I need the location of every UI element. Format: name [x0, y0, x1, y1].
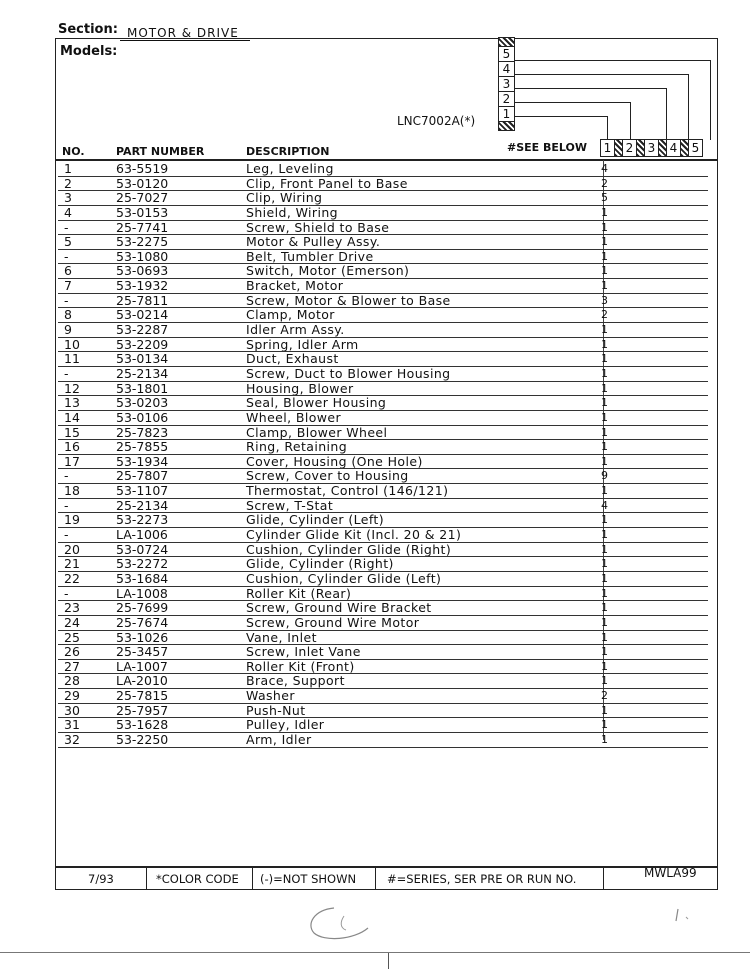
part-number: LA-1007	[116, 658, 168, 674]
part-row	[58, 543, 718, 558]
part-row	[58, 572, 718, 587]
part-description: Wheel, Blower	[246, 409, 342, 425]
part-number: 53-2272	[116, 556, 169, 572]
part-no: -	[64, 585, 69, 601]
part-number: LA-2010	[116, 673, 168, 689]
part-row	[58, 221, 718, 236]
part-description: Screw, Ground Wire Motor	[246, 614, 420, 630]
part-row	[58, 338, 718, 353]
footer-sep	[146, 866, 147, 890]
series-box: 5	[498, 46, 515, 62]
leader-line	[630, 102, 631, 140]
part-row	[58, 206, 718, 221]
part-qty: 1	[601, 337, 608, 351]
part-no: 6	[64, 263, 72, 279]
part-qty: 1	[601, 645, 608, 659]
series-col-box: 5	[688, 139, 703, 157]
part-number: 25-7027	[116, 190, 169, 206]
part-row	[58, 718, 718, 733]
part-qty: 1	[601, 410, 608, 424]
leader-line	[607, 116, 608, 140]
part-no: -	[64, 468, 69, 484]
part-number: 53-0120	[116, 175, 169, 191]
part-qty: 1	[601, 601, 608, 615]
part-no: -	[64, 365, 69, 381]
part-number: 53-2275	[116, 234, 169, 250]
part-description: Pulley, Idler	[246, 717, 325, 733]
section-label: Section:	[58, 22, 118, 37]
part-no: 23	[64, 600, 80, 616]
part-row	[58, 352, 718, 367]
part-qty: 1	[601, 484, 608, 498]
parts-list	[58, 162, 718, 748]
bottom-rule	[0, 952, 750, 953]
part-qty: 1	[601, 220, 608, 234]
part-no: 14	[64, 409, 80, 425]
part-row	[58, 264, 718, 279]
part-no: -	[64, 248, 69, 264]
leader-line	[688, 74, 689, 140]
part-qty: 4	[601, 162, 608, 175]
part-qty: 2	[601, 308, 608, 322]
part-qty: 1	[601, 586, 608, 600]
part-row	[58, 587, 718, 602]
part-description: Clamp, Blower Wheel	[246, 424, 388, 440]
part-description: Screw, Ground Wire Bracket	[246, 600, 432, 616]
part-no: 2	[64, 175, 72, 191]
part-qty: 1	[601, 528, 608, 542]
part-no: 26	[64, 644, 80, 660]
part-no: -	[64, 497, 69, 513]
part-description: Brace, Support	[246, 673, 345, 689]
part-row	[58, 704, 718, 719]
part-description: Cylinder Glide Kit (Incl. 20 & 21)	[246, 527, 462, 543]
footer-sep	[603, 866, 604, 890]
part-description: Screw, Cover to Housing	[246, 468, 409, 484]
part-number: 25-7957	[116, 702, 169, 718]
part-no: 10	[64, 336, 80, 352]
part-description: Clip, Front Panel to Base	[246, 175, 408, 191]
part-qty: 1	[601, 205, 608, 219]
part-qty: 1	[601, 659, 608, 673]
series-col-box: 2	[622, 139, 637, 157]
part-number: 25-7855	[116, 439, 169, 455]
part-row	[58, 733, 718, 748]
part-description: Housing, Blower	[246, 380, 354, 396]
part-number: 53-2209	[116, 336, 169, 352]
part-qty: 1	[601, 615, 608, 629]
part-row	[58, 557, 718, 572]
part-number: 53-1684	[116, 570, 169, 586]
part-row	[58, 499, 718, 514]
part-number: 53-0724	[116, 541, 169, 557]
part-description: Bracket, Motor	[246, 278, 344, 294]
part-qty: 1	[601, 630, 608, 644]
part-no: -	[64, 527, 69, 543]
leader-line	[515, 102, 631, 103]
part-number: 53-0693	[116, 263, 169, 279]
part-description: Thermostat, Control (146/121)	[246, 483, 449, 499]
part-no: 32	[64, 731, 80, 747]
leader-line	[515, 88, 667, 89]
part-no: 5	[64, 234, 72, 250]
part-qty: 1	[601, 381, 608, 395]
part-qty: 2	[601, 176, 608, 190]
part-no: 27	[64, 658, 80, 674]
part-no: 31	[64, 717, 80, 733]
part-number: 25-7811	[116, 292, 169, 308]
part-no: 15	[64, 424, 80, 440]
part-row	[58, 191, 718, 206]
part-description: Cushion, Cylinder Glide (Left)	[246, 570, 442, 586]
part-no: 18	[64, 483, 80, 499]
leader-line	[515, 60, 711, 61]
part-number: 53-0214	[116, 307, 169, 323]
footer-date: 7/93	[88, 872, 114, 886]
series-box: 1	[498, 106, 515, 122]
part-description: Roller Kit (Rear)	[246, 585, 352, 601]
part-no: 25	[64, 629, 80, 645]
col-header-no: NO.	[62, 145, 85, 158]
part-no: 3	[64, 190, 72, 206]
part-number: 53-1801	[116, 380, 169, 396]
series-box: 4	[498, 61, 515, 77]
part-description: Screw, Duct to Blower Housing	[246, 365, 451, 381]
part-number: 25-3457	[116, 644, 169, 660]
part-qty: 1	[601, 542, 608, 556]
part-number: 53-0203	[116, 395, 169, 411]
series-col-box: 3	[644, 139, 659, 157]
part-no: 4	[64, 204, 72, 220]
part-row	[58, 674, 718, 689]
part-qty: 1	[601, 571, 608, 585]
part-row	[58, 645, 718, 660]
footer-color-code: *COLOR CODE	[156, 872, 239, 886]
handwritten-mark	[296, 900, 386, 945]
part-row	[58, 235, 718, 250]
part-description: Screw, Motor & Blower to Base	[246, 292, 451, 308]
models-label: Models:	[60, 44, 118, 59]
part-row	[58, 411, 718, 426]
leader-line	[666, 88, 667, 140]
part-description: Screw, Shield to Base	[246, 219, 390, 235]
section-value: MOTOR & DRIVE	[127, 26, 239, 40]
part-number: 53-1934	[116, 453, 169, 469]
part-description: Shield, Wiring	[246, 204, 339, 220]
leader-line	[515, 116, 608, 117]
part-number: 53-1026	[116, 629, 169, 645]
part-row	[58, 440, 718, 455]
part-number: 53-1628	[116, 717, 169, 733]
part-row	[58, 528, 718, 543]
part-number: 25-2134	[116, 497, 169, 513]
part-no: 24	[64, 614, 80, 630]
part-qty: 1	[601, 396, 608, 410]
part-qty: 1	[601, 454, 608, 468]
series-col-box: 1	[600, 139, 615, 157]
part-description: Idler Arm Assy.	[246, 322, 345, 338]
part-description: Ring, Retaining	[246, 439, 348, 455]
part-row	[58, 279, 718, 294]
footer-not-shown: (-)=NOT SHOWN	[260, 872, 357, 886]
part-qty: 4	[601, 498, 608, 512]
part-no: 11	[64, 351, 80, 367]
part-qty: 3	[601, 293, 608, 307]
part-row	[58, 660, 718, 675]
part-description: Belt, Tumbler Drive	[246, 248, 374, 264]
part-row	[58, 484, 718, 499]
part-qty: 1	[601, 366, 608, 380]
part-description: Clamp, Motor	[246, 307, 335, 323]
col-header-part: PART NUMBER	[116, 145, 205, 158]
leader-line	[515, 74, 689, 75]
part-description: Glide, Cylinder (Left)	[246, 512, 385, 528]
part-description: Switch, Motor (Emerson)	[246, 263, 410, 279]
part-description: Cover, Housing (One Hole)	[246, 453, 423, 469]
part-description: Screw, T-Stat	[246, 497, 334, 513]
part-description: Cushion, Cylinder Glide (Right)	[246, 541, 452, 557]
hatch-mark	[498, 121, 515, 131]
part-qty: 1	[601, 323, 608, 337]
part-no: 9	[64, 322, 72, 338]
part-qty: 1	[601, 249, 608, 263]
part-no: 28	[64, 673, 80, 689]
part-row	[58, 250, 718, 265]
part-qty: 1	[601, 674, 608, 688]
part-number: 25-7823	[116, 424, 169, 440]
bottom-tick	[388, 953, 389, 969]
series-box: 3	[498, 76, 515, 92]
part-number: 53-0134	[116, 351, 169, 367]
part-row	[58, 396, 718, 411]
part-row	[58, 294, 718, 309]
part-no: 20	[64, 541, 80, 557]
part-no: 8	[64, 307, 72, 323]
part-number: 53-1932	[116, 278, 169, 294]
part-row	[58, 323, 718, 338]
series-col-box: 4	[666, 139, 681, 157]
part-number: 53-2287	[116, 322, 169, 338]
row-underline	[58, 747, 708, 748]
part-description: Roller Kit (Front)	[246, 658, 355, 674]
part-row	[58, 616, 718, 631]
part-number: 25-7674	[116, 614, 169, 630]
part-row	[58, 162, 718, 177]
col-header-see: #SEE BELOW	[507, 141, 587, 154]
part-number: 53-2250	[116, 731, 169, 747]
part-row	[58, 308, 718, 323]
part-row	[58, 513, 718, 528]
part-number: LA-1006	[116, 527, 168, 543]
part-no: -	[64, 292, 69, 308]
footer-doc-code: MWLA99	[644, 866, 697, 880]
part-number: 25-7741	[116, 219, 169, 235]
part-description: Motor & Pulley Assy.	[246, 234, 381, 250]
part-qty: 1	[601, 513, 608, 527]
part-row	[58, 455, 718, 470]
part-description: Push-Nut	[246, 702, 306, 718]
part-number: 53-0106	[116, 409, 169, 425]
part-qty: 1	[601, 235, 608, 249]
part-description: Leg, Leveling	[246, 161, 334, 176]
part-number: 25-2134	[116, 365, 169, 381]
part-row	[58, 426, 718, 441]
series-column-boxes	[600, 139, 702, 157]
part-no: 19	[64, 512, 80, 528]
part-qty: 1	[601, 703, 608, 717]
part-no: 17	[64, 453, 80, 469]
part-row	[58, 469, 718, 484]
part-number: 25-7699	[116, 600, 169, 616]
scan-mark	[672, 905, 702, 925]
part-description: Arm, Idler	[246, 731, 312, 747]
part-no: 30	[64, 702, 80, 718]
leader-line	[710, 60, 711, 140]
part-row	[58, 601, 718, 616]
part-number: 53-0153	[116, 204, 169, 220]
part-number: 25-7815	[116, 688, 169, 704]
series-stack	[498, 38, 515, 131]
part-no: 1	[64, 161, 72, 176]
footer-sep	[375, 866, 376, 890]
part-qty: 1	[601, 732, 608, 746]
part-number: 63-5519	[116, 161, 169, 176]
part-qty: 1	[601, 557, 608, 571]
part-qty: 1	[601, 718, 608, 732]
part-row	[58, 689, 718, 704]
part-description: Washer	[246, 688, 295, 704]
part-qty: 9	[601, 469, 608, 483]
part-number: 53-1107	[116, 483, 169, 499]
series-box: 2	[498, 91, 515, 107]
part-description: Seal, Blower Housing	[246, 395, 387, 411]
part-description: Duct, Exhaust	[246, 351, 339, 367]
footer-sep	[252, 866, 253, 890]
part-no: 22	[64, 570, 80, 586]
part-no: 13	[64, 395, 80, 411]
part-no: -	[64, 219, 69, 235]
part-number: 53-1080	[116, 248, 169, 264]
part-qty: 1	[601, 440, 608, 454]
part-number: LA-1008	[116, 585, 168, 601]
part-row	[58, 367, 718, 382]
part-number: 25-7807	[116, 468, 169, 484]
part-qty: 1	[601, 352, 608, 366]
part-qty: 1	[601, 425, 608, 439]
part-description: Vane, Inlet	[246, 629, 317, 645]
part-description: Screw, Inlet Vane	[246, 644, 361, 660]
model-code: LNC7002A(*)	[397, 114, 476, 128]
part-qty: 1	[601, 279, 608, 293]
part-row	[58, 382, 718, 397]
col-header-desc: DESCRIPTION	[246, 145, 330, 158]
part-qty: 2	[601, 689, 608, 703]
part-description: Clip, Wiring	[246, 190, 323, 206]
part-qty: 1	[601, 264, 608, 278]
part-row	[58, 631, 718, 646]
part-qty: 5	[601, 191, 608, 205]
part-description: Spring, Idler Arm	[246, 336, 359, 352]
part-description: Glide, Cylinder (Right)	[246, 556, 394, 572]
footer-series-note: #=SERIES, SER PRE OR RUN NO.	[387, 872, 577, 886]
part-row	[58, 177, 718, 192]
part-no: 29	[64, 688, 80, 704]
footer-rule	[55, 866, 718, 868]
part-no: 16	[64, 439, 80, 455]
part-no: 21	[64, 556, 80, 572]
part-no: 12	[64, 380, 80, 396]
part-no: 7	[64, 278, 72, 294]
part-number: 53-2273	[116, 512, 169, 528]
